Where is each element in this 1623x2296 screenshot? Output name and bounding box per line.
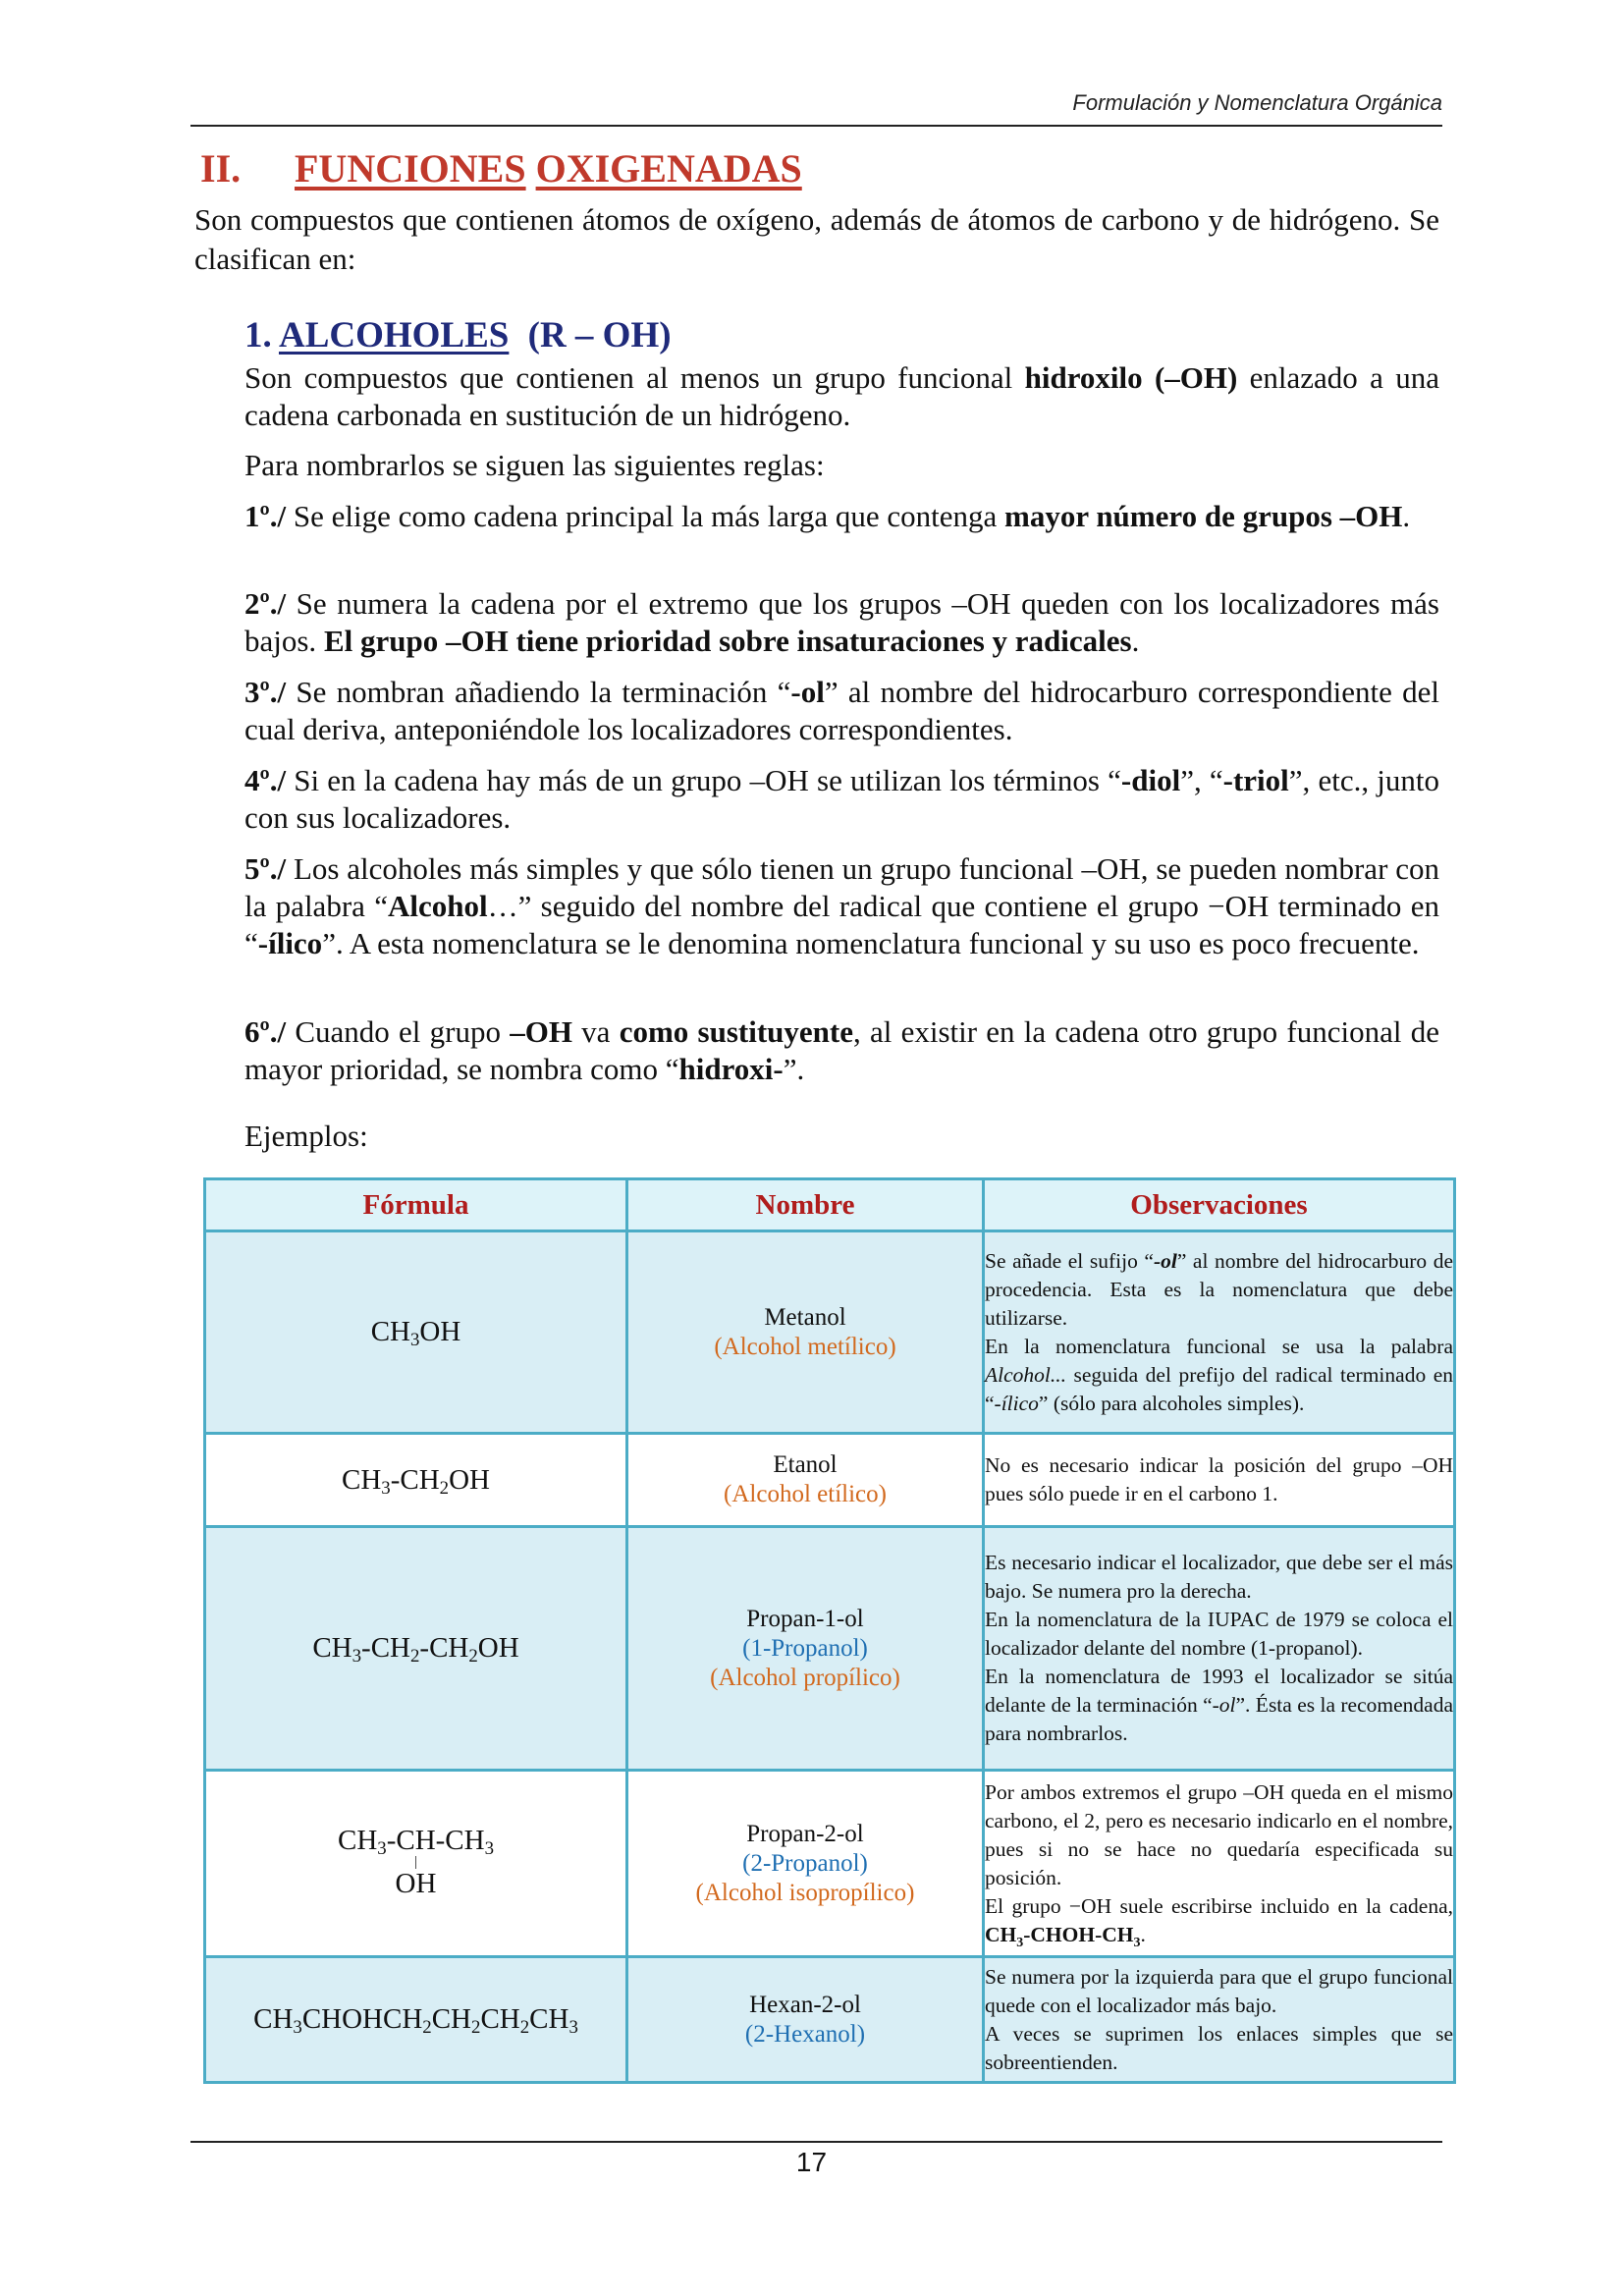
bond-line: | [413,1854,417,1870]
formula-part: -CH [361,1632,410,1664]
iupac-name: Hexan-2-ol [749,1991,861,2018]
traditional-name: (1-Propanol) [742,1634,868,1662]
traditional-name: (2-Propanol) [742,1849,868,1877]
rule-2-end: . [1131,624,1140,658]
rule-6-bold-2: como sustituyente [619,1014,853,1049]
header-formula: Fórmula [205,1179,627,1231]
subsection-name: ALCOHOLES [278,315,510,355]
obs-text: . [1140,1922,1146,1946]
rule-3-end: ” al nombre del hidrocarburo correspondiente del cual deriva, anteponiéndole los localizadores correspondientes. [244,675,1439,746]
functional-name: (Alcohol isopropílico) [695,1879,915,1906]
formula-part: OH [419,1316,461,1347]
obs-italic: -ílico [994,1391,1039,1415]
obs-text: En la nomenclatura funcional se usa la palabra [985,1334,1453,1358]
rule-4-bold-2: -triol [1222,763,1289,797]
iupac-name: Propan-2-ol [746,1820,864,1847]
formula-subscript: 2 [422,2017,432,2038]
rule-5-text-2: …” seguido del nombre del radical que contiene el grupo −OH terminado en “ [244,889,1439,960]
formula-part: CH [529,2003,569,2035]
rule-1-bold: mayor número de grupos –OH [1004,499,1403,533]
rule-6-bold-3: hidroxi- [678,1052,784,1086]
formula-cell [205,1231,627,1434]
rule-6-text: Cuando el grupo [286,1014,511,1049]
observations-cell [984,1434,1455,1527]
rule-5-number: 5º./ [244,851,287,886]
obs-text: No es necesario indicar la posición del grupo –OH pues sólo puede ir en el carbono 1. [985,1453,1453,1505]
examples-label: Ejemplos: [244,1119,368,1153]
rule-3 [244,674,1439,748]
rule-4 [244,762,1439,837]
rules-intro: Para nombrarlos se siguen las siguientes reglas: [244,448,825,482]
section-number: II. [200,146,242,191]
iupac-name: Etanol [773,1451,838,1478]
formula-subscript: 3 [409,1330,420,1350]
formula-cell [205,1771,627,1957]
formula-cell [205,1527,627,1771]
obs-text: seguida del prefijo del radical terminado en “ [985,1362,1453,1415]
rule-2-bold: El grupo –OH tiene prioridad sobre insaturaciones y radicales [323,624,1132,658]
branched-formula [338,1827,494,1897]
formula-subscript: 3 [377,1838,387,1859]
rule-4-number: 4º./ [244,763,287,797]
obs-text: Se añade el sufijo “ [985,1248,1154,1273]
name-cell [627,1231,984,1434]
formula-subscript: 3 [352,1646,362,1667]
formula-subscript: 2 [519,2017,530,2038]
table-row [205,1434,1455,1527]
examples-table [203,1177,1456,2084]
rule-2-number: 2º./ [244,586,287,621]
footer-rule [190,2141,1442,2143]
rule-4-text-2: ”, “ [1180,763,1223,797]
formula-part: CH [337,1825,378,1856]
rule-5 [244,850,1439,962]
rule-1 [244,498,1439,535]
rule-4-end: ”, etc., junto con sus localizadores. [244,763,1439,835]
formula-part: -CH [419,1632,469,1664]
rule-5-text: Los alcoholes más simples y que sólo tienen un grupo funcional –OH, se pueden nombrar con la palabra “ [244,851,1439,923]
hydroxyl-group: OH [395,1868,437,1899]
formula-part: -CH [390,1463,440,1496]
obs-text: ” al nombre del hidrocarburo de procedencia. Esta es la nomenclatura que debe utilizarse. [985,1248,1453,1330]
table-row [205,1771,1455,1957]
rule-3-text: Se nombran añadiendo la terminación “ [286,675,791,709]
obs-text: Por ambos extremos el grupo –OH queda en el mismo carbono, el 2, pero es necesario indicarlo en el nombre, pues si no se hace no quedaría especificada su posición. [985,1779,1453,1889]
obs-text: A veces se suprimen los enlaces simples que se sobreentienden. [985,2021,1453,2074]
formula-cell [205,1957,627,2083]
subsection-title [244,314,672,356]
formula-part: CH [480,2003,520,2035]
rule-6-text-3: , al existir en la cadena otro grupo funcional de mayor prioridad, se nombra como “ [244,1014,1439,1086]
formula-subscript: 2 [468,1646,478,1667]
table-header-row [205,1179,1455,1231]
obs-text: Es necesario indicar el localizador, que debe ser el más bajo. Se numera pro la derecha. [985,1551,1453,1603]
traditional-name: (2-Hexanol) [744,2020,866,2048]
running-header: Formulación y Nomenclatura Orgánica [1072,90,1442,115]
rule-1-number: 1º./ [244,499,287,533]
header-name: Nombre [627,1179,984,1231]
table-row [205,1957,1455,2083]
functional-name: (Alcohol metílico) [714,1333,896,1360]
formula-subscript: 2 [439,1477,450,1499]
rule-2-text: Se numera la cadena por el extremo que los grupos –OH queden con los localizadores más bajos. [244,586,1439,658]
page-number: 17 [795,2147,828,2177]
functional-name: (Alcohol etílico) [724,1481,887,1507]
obs-subscript: 3 [1133,1935,1141,1950]
header-observations: Observaciones [984,1179,1455,1231]
rule-3-number: 3º./ [244,675,287,709]
obs-text: Se numera por la izquierda para que el grupo funcional quede con el localizador más bajo. [985,1964,1453,2017]
obs-italic: -ol [1212,1693,1236,1717]
table-row [205,1527,1455,1771]
section-title [200,145,802,191]
formula-part: OH [449,1463,490,1496]
name-cell [627,1527,984,1771]
formula-subscript: 2 [409,1646,420,1667]
rule-5-bold-1: Alcohol [387,889,488,923]
obs-text: En la nomenclatura de 1993 el localizador se sitúa delante de la terminación “ [985,1665,1453,1717]
obs-italic: -ol [1153,1248,1177,1273]
rule-6-text-2: va [571,1014,620,1049]
formula-part: CH [312,1632,352,1664]
obs-text: ” (sólo para alcoholes simples). [1038,1391,1305,1415]
observations-cell [984,1527,1455,1771]
obs-subscript: 3 [1016,1935,1024,1950]
formula-subscript: 3 [293,2017,302,2038]
formula-subscript: 2 [471,2017,481,2038]
rule-6 [244,1013,1439,1088]
formula-subscript: 3 [484,1838,495,1859]
observations-cell [984,1771,1455,1957]
name-cell [627,1957,984,2083]
rule-6-end: ”. [783,1052,805,1086]
section-title-word-1: FUNCIONES [295,146,526,191]
rule-5-bold-2: -ílico [257,926,323,960]
subsection-formula: (R – OH) [527,315,672,355]
name-cell [627,1434,984,1527]
obs-italic: Alcohol... [985,1362,1066,1387]
rule-6-bold-1: –OH [510,1014,572,1049]
obs-bold: CH [985,1922,1017,1946]
formula-part: CHOHCH [301,2003,423,2035]
definition-text-end: enlazado a una cadena carbonada en sustitución de un hidrógeno. [244,360,1439,432]
definition-text: Son compuestos que contienen al menos un grupo funcional [244,360,1025,395]
rule-1-text: Se elige como cadena principal la más larga que contenga [286,499,1005,533]
formula-part: CH [253,2003,294,2035]
obs-text: En la nomenclatura de la IUPAC de 1979 se coloca el localizador delante del nombre (1-propanol). [985,1608,1453,1660]
observations-cell [984,1957,1455,2083]
name-cell [627,1771,984,1957]
section-title-word-2: OXIGENADAS [535,146,802,191]
formula-part: OH [477,1632,519,1664]
functional-name: (Alcohol propílico) [710,1664,900,1691]
formula-part: CH [431,2003,472,2035]
iupac-name: Propan-1-ol [746,1605,864,1632]
alcohol-definition [244,359,1439,434]
rule-2 [244,585,1439,660]
subsection-number: 1. [244,315,272,355]
obs-bold: -CHOH-CH [1023,1922,1134,1946]
obs-text: ”. Ésta es la recomendada para nombrarlos. [985,1693,1453,1745]
section-intro: Son compuestos que contienen átomos de oxígeno, además de átomos de carbono y de hidrógeno. Se clasifican en: [194,202,1439,276]
formula-subscript: 3 [381,1477,391,1499]
rule-5-end: ”. A esta nomenclatura se le denomina nomenclatura funcional y su uso es poco frecuente. [322,926,1420,960]
rule-4-bold-1: -diol [1120,763,1181,797]
rule-3-bold: -ol [790,675,825,709]
formula-part: CH [342,1463,382,1496]
formula-part: CH [370,1316,410,1347]
rule-6-number: 6º./ [244,1014,287,1049]
table-row [205,1231,1455,1434]
header-rule [190,125,1442,127]
formula-cell [205,1434,627,1527]
definition-bold: hidroxilo (–OH) [1024,360,1238,395]
rule-1-end: . [1402,499,1411,533]
iupac-name: Metanol [764,1303,846,1331]
observations-cell [984,1231,1455,1434]
formula-part: -CH-CH [386,1825,485,1856]
rule-4-text: Si en la cadena hay más de un grupo –OH se utilizan los términos “ [286,763,1121,797]
obs-text: El grupo −OH suele escribirse incluido en la cadena, [985,1893,1453,1918]
formula-subscript: 3 [568,2017,578,2038]
